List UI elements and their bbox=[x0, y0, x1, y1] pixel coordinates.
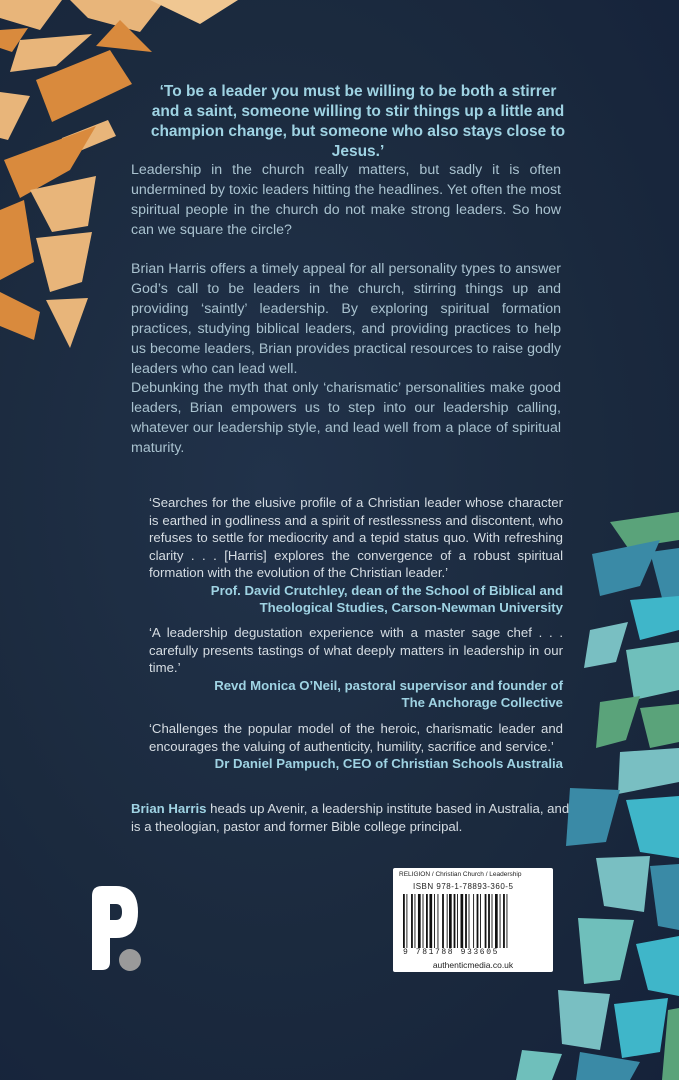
endorsement-quote: ‘Challenges the popular model of the heroic, charismatic leader and encourages the valuing of authenticity, humility, sacrifice and service.’ bbox=[149, 721, 563, 754]
barcode-bar bbox=[480, 894, 481, 948]
barcode-bar bbox=[447, 894, 448, 948]
barcode-digits: 9 781788 933605 bbox=[403, 948, 500, 957]
shard bbox=[618, 748, 679, 794]
blurb-paragraph-1: Leadership in the church really matters, but sadly it is often undermined by toxic leaders hitting the headlines. Yet often the most spiritual people in the church do not make strong leaders. So how can we square the circle? bbox=[131, 162, 561, 238]
shard bbox=[610, 512, 679, 548]
barcode-bar bbox=[500, 894, 501, 948]
barcode-bar bbox=[411, 894, 413, 948]
barcode-bar bbox=[454, 894, 456, 948]
barcode-bar bbox=[415, 894, 416, 948]
isbn-label: ISBN 978-1-78893-360-5 bbox=[413, 882, 514, 891]
barcode-bars bbox=[403, 894, 543, 948]
author-name: Brian Harris bbox=[131, 801, 207, 816]
barcode-bar bbox=[473, 894, 474, 948]
shard bbox=[150, 0, 238, 24]
barcode-bar bbox=[465, 894, 467, 948]
barcode-bar bbox=[485, 894, 487, 948]
shard bbox=[640, 704, 679, 748]
shard bbox=[650, 548, 679, 600]
author-bio-text: heads up Avenir, a leadership institute based in Australia, and is a theologian, pastor and former Bible college principal. bbox=[131, 801, 570, 834]
blurb-paragraph-2: Brian Harris offers a timely appeal for all personality types to answer God’s call to be leaders in the church, stirring things up and providing ‘saintly’ leadership. By exploring spiritual formation practices, studying biblical leaders, and providing practices to help us become leaders, Brian provides practical resources to raise godly leaders who can lead well. bbox=[131, 261, 561, 377]
endorsement bbox=[149, 494, 563, 617]
shard bbox=[0, 0, 62, 30]
shard bbox=[636, 936, 679, 996]
pull-quote: ‘To be a leader you must be willing to be both a stirrer and a saint, someone willing to stir things up a little and champion change, but someone who also stays close to Jesus.’ bbox=[150, 83, 566, 160]
barcode-bar bbox=[434, 894, 435, 948]
shard bbox=[566, 788, 620, 846]
shard bbox=[592, 540, 660, 596]
shard bbox=[36, 232, 92, 292]
barcode-bar bbox=[449, 894, 452, 948]
author-bio bbox=[131, 800, 571, 836]
shard bbox=[0, 200, 34, 280]
shard bbox=[630, 596, 679, 640]
shard bbox=[0, 92, 30, 140]
shard bbox=[596, 696, 640, 748]
shard bbox=[596, 856, 650, 912]
barcode-bar bbox=[507, 894, 508, 948]
shard bbox=[558, 990, 610, 1050]
shard bbox=[650, 864, 679, 930]
endorsement-attribution: The Anchorage Collective bbox=[401, 695, 563, 710]
barcode-bar bbox=[406, 894, 407, 948]
shard bbox=[0, 292, 40, 340]
endorsement-attribution: Theological Studies, Carson-Newman University bbox=[259, 600, 563, 615]
barcode-bar bbox=[426, 894, 428, 948]
barcode-bar bbox=[418, 894, 421, 948]
barcode-bar bbox=[492, 894, 493, 948]
endorsement-attribution: Revd Monica O’Neil, pastoral supervisor and founder of bbox=[214, 677, 563, 693]
barcode-bar bbox=[438, 894, 439, 948]
barcode-bar bbox=[503, 894, 505, 948]
barcode-bar bbox=[495, 894, 498, 948]
shard bbox=[584, 622, 628, 668]
publisher-url: authenticmedia.co.uk bbox=[432, 960, 514, 970]
barcode-bar bbox=[442, 894, 444, 948]
category-label: RELIGION / Christian Church / Leadership bbox=[399, 871, 522, 878]
endorsement bbox=[149, 720, 563, 773]
barcode-bar bbox=[423, 894, 424, 948]
barcode-panel bbox=[393, 868, 553, 972]
shard bbox=[516, 1050, 562, 1080]
endorsement-attribution: Prof. David Crutchley, dean of the School of Biblical and bbox=[210, 582, 563, 598]
barcode-bar bbox=[461, 894, 464, 948]
shard bbox=[46, 298, 88, 348]
shard bbox=[626, 796, 679, 858]
shard bbox=[578, 918, 634, 984]
barcode-bar bbox=[457, 894, 458, 948]
barcode-bar bbox=[403, 894, 405, 948]
endorsement-attribution: Dr Daniel Pampuch, CEO of Christian Schools Australia bbox=[214, 756, 563, 771]
blurb-paragraph-3: Debunking the myth that only ‘charismatic’ personalities make good leaders, Brian empowers us to step into our leadership calling, whatever our leadership style, and lead well from a place of spiritual maturity. bbox=[131, 380, 561, 456]
barcode-bar bbox=[429, 894, 432, 948]
p-icon bbox=[86, 882, 142, 974]
shard bbox=[626, 642, 679, 700]
endorsement-quote: ‘Searches for the elusive profile of a Christian leader whose character is earthed in godliness and a spirit of restlessness and discontent, who refuses to settle for mediocrity and a tepid status quo. With refreshing clarity . . . [Harris] explores the convergence of a robust spiritual formation with the evolution of the Christian leader.’ bbox=[149, 495, 563, 580]
endorsement-quote: ‘A leadership degustation experience with a master sage chef . . . carefully presents tastings of what deeply matters in leadership in our time.’ bbox=[149, 625, 563, 675]
barcode-bar bbox=[469, 894, 470, 948]
shard bbox=[614, 998, 668, 1058]
barcode-bar bbox=[477, 894, 479, 948]
endorsement bbox=[149, 624, 563, 712]
barcode-bar bbox=[488, 894, 490, 948]
